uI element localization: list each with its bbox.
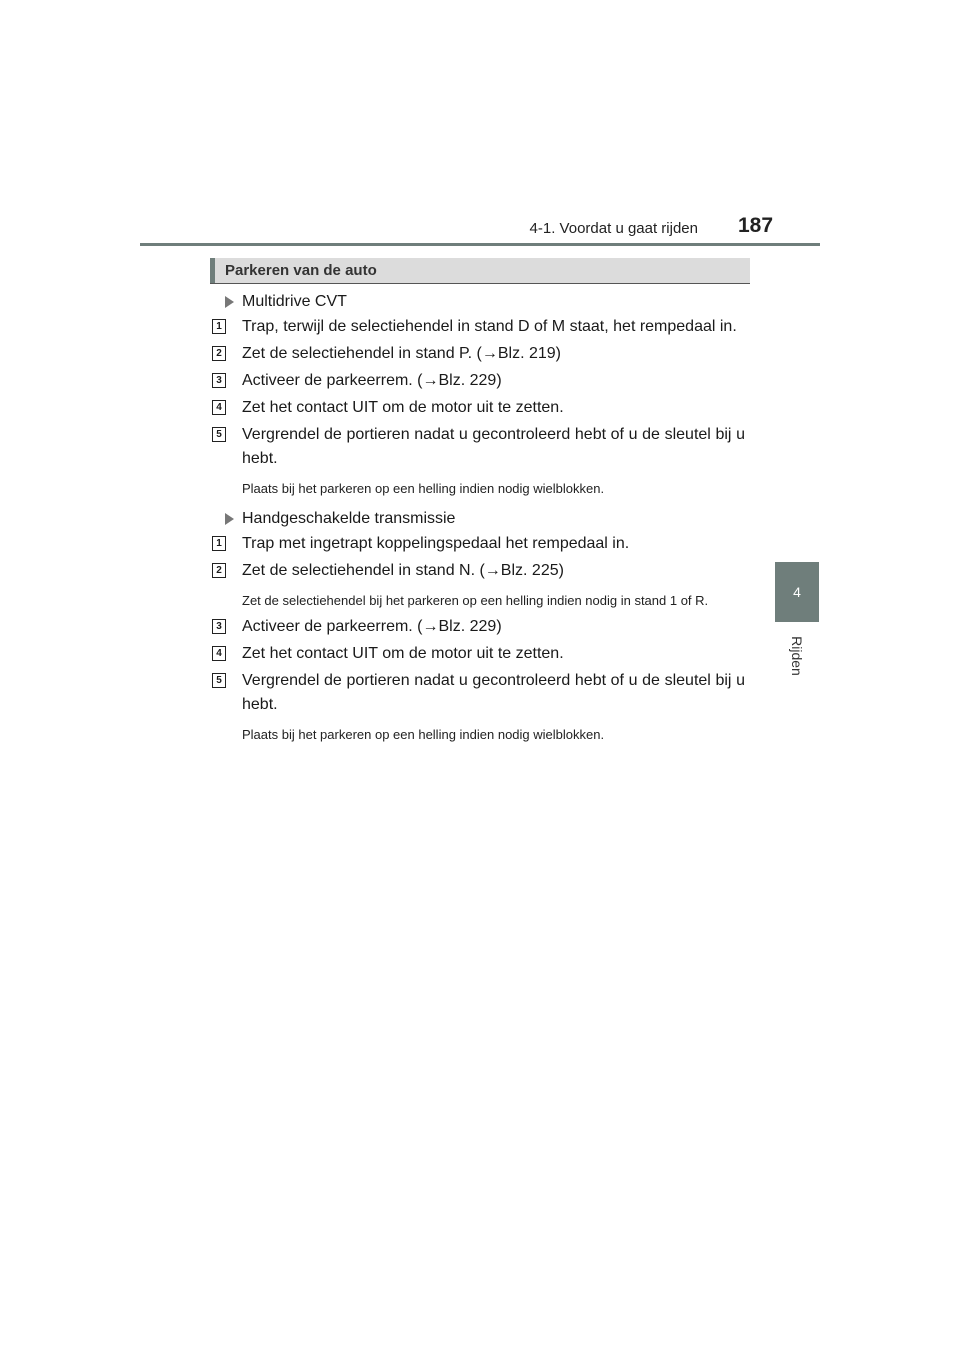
step-text: Zet de selectiehendel in stand N. (→Blz. 225)	[242, 562, 564, 579]
step-text: Trap met ingetrapt koppelingspedaal het rempedaal in.	[242, 535, 630, 552]
subsection-title-manual	[212, 509, 745, 529]
step-number: 3	[212, 619, 226, 634]
step-item	[212, 369, 745, 393]
step-item	[212, 315, 745, 339]
note-text: Zet de selectiehendel bij het parkeren op een helling indien nodig in stand 1 of R.	[242, 593, 709, 608]
step-number: 5	[212, 673, 226, 688]
step-text: Vergrendel de portieren nadat u gecontroleerd hebt of u de sleutel bij u hebt.	[242, 426, 745, 467]
subsection-title-text: Handgeschakelde transmissie	[242, 510, 456, 527]
chapter-number: 4	[793, 584, 801, 600]
step-item	[212, 423, 745, 471]
step-number: 5	[212, 427, 226, 442]
step-text: Activeer de parkeerrem. (→Blz. 229)	[242, 618, 502, 635]
step-number: 1	[212, 319, 226, 334]
step-number: 2	[212, 346, 226, 361]
content	[212, 292, 745, 749]
subsection-title-text: Multidrive CVT	[242, 293, 347, 310]
chapter-label	[775, 626, 819, 686]
step-number: 1	[212, 536, 226, 551]
step-item	[212, 342, 745, 366]
triangle-bullet-icon	[225, 296, 234, 308]
step-item	[212, 642, 745, 666]
step-number: 2	[212, 563, 226, 578]
step-number: 3	[212, 373, 226, 388]
header-divider	[140, 243, 820, 246]
step-item	[212, 669, 745, 717]
section-heading-text: Parkeren van de auto	[225, 262, 377, 279]
triangle-bullet-icon	[225, 513, 234, 525]
step-item	[212, 559, 745, 583]
step-text: Vergrendel de portieren nadat u gecontroleerd hebt of u de sleutel bij u hebt.	[242, 672, 745, 713]
chapter-tab[interactable]	[775, 562, 819, 622]
note-text: Plaats bij het parkeren op een helling indien nodig wielblokken.	[242, 727, 605, 742]
step-text: Zet het contact UIT om de motor uit te zetten.	[242, 399, 564, 416]
step-text: Trap, terwijl de selectiehendel in stand D of M staat, het rempedaal in.	[242, 318, 737, 335]
step-text: Zet de selectiehendel in stand P. (→Blz. 219)	[242, 345, 561, 362]
section-heading	[210, 258, 750, 284]
step-number: 4	[212, 400, 226, 415]
subsection-title-cvt	[212, 292, 745, 312]
heading-accent-bar	[210, 258, 215, 283]
step-text: Zet het contact UIT om de motor uit te zetten.	[242, 645, 564, 662]
step-text: Activeer de parkeerrem. (→Blz. 229)	[242, 372, 502, 389]
note-text: Plaats bij het parkeren op een helling indien nodig wielblokken.	[242, 481, 605, 496]
step-item	[212, 396, 745, 420]
step-number: 4	[212, 646, 226, 661]
page-number: 187	[738, 214, 774, 237]
step-item	[212, 532, 745, 556]
header-title: 4-1. Voordat u gaat rijden	[529, 220, 698, 237]
step-item	[212, 615, 745, 639]
chapter-label-text: Rijden	[788, 636, 805, 676]
